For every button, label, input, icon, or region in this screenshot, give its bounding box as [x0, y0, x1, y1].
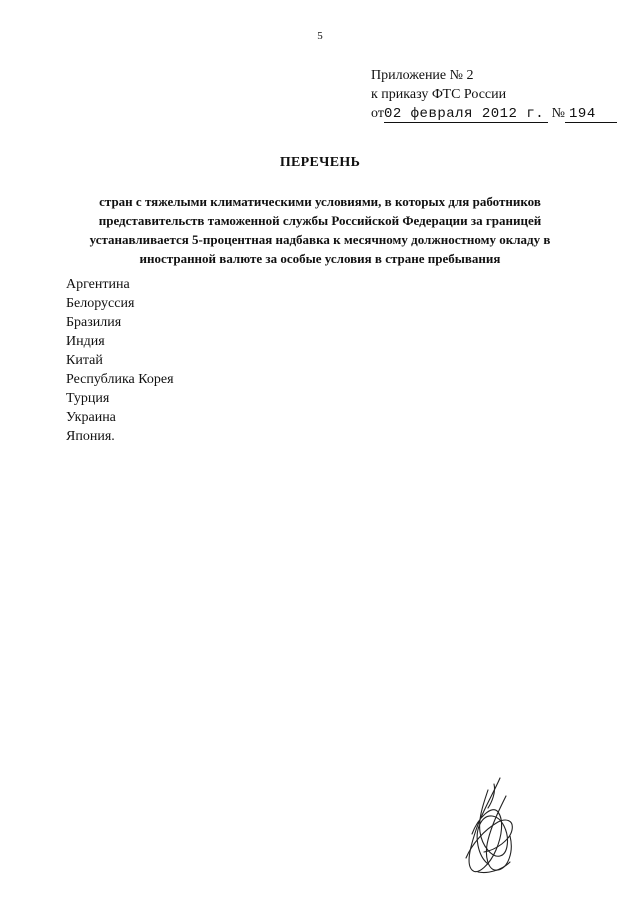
appendix-title: Приложение № 2	[371, 68, 474, 83]
list-item: Белоруссия	[66, 296, 135, 311]
page-number: 5	[317, 30, 323, 42]
list-item: Япония.	[66, 429, 115, 444]
appendix-header	[371, 66, 617, 123]
appendix-order-date-number	[371, 104, 617, 123]
order-number: 194	[565, 107, 617, 123]
list-item: Бразилия	[66, 315, 122, 330]
list-item: Аргентина	[66, 277, 130, 292]
order-number-prefix: №	[551, 106, 566, 121]
list-item: Турция	[66, 391, 110, 406]
list-item: Китай	[66, 353, 103, 368]
handwritten-signature	[448, 772, 528, 877]
appendix-order-ref: к приказу ФТС России	[371, 87, 507, 102]
document-subtitle: стран с тяжелыми климатическими условиями, в которых для работников представительств таможенной службы Российской Федерации за границей устанавливается 5-процентная надбавка к месячному должностному окладу в иностранной валюте за особые условия в стране пребывания	[89, 194, 551, 266]
country-list	[66, 275, 174, 446]
order-from-prefix: от	[371, 106, 384, 121]
order-date: 02 февраля 2012 г.	[384, 107, 548, 123]
list-item: Индия	[66, 334, 105, 349]
document-title: ПЕРЕЧЕНЬ	[279, 155, 361, 170]
list-item: Республика Корея	[66, 372, 174, 387]
list-item: Украина	[66, 410, 116, 425]
